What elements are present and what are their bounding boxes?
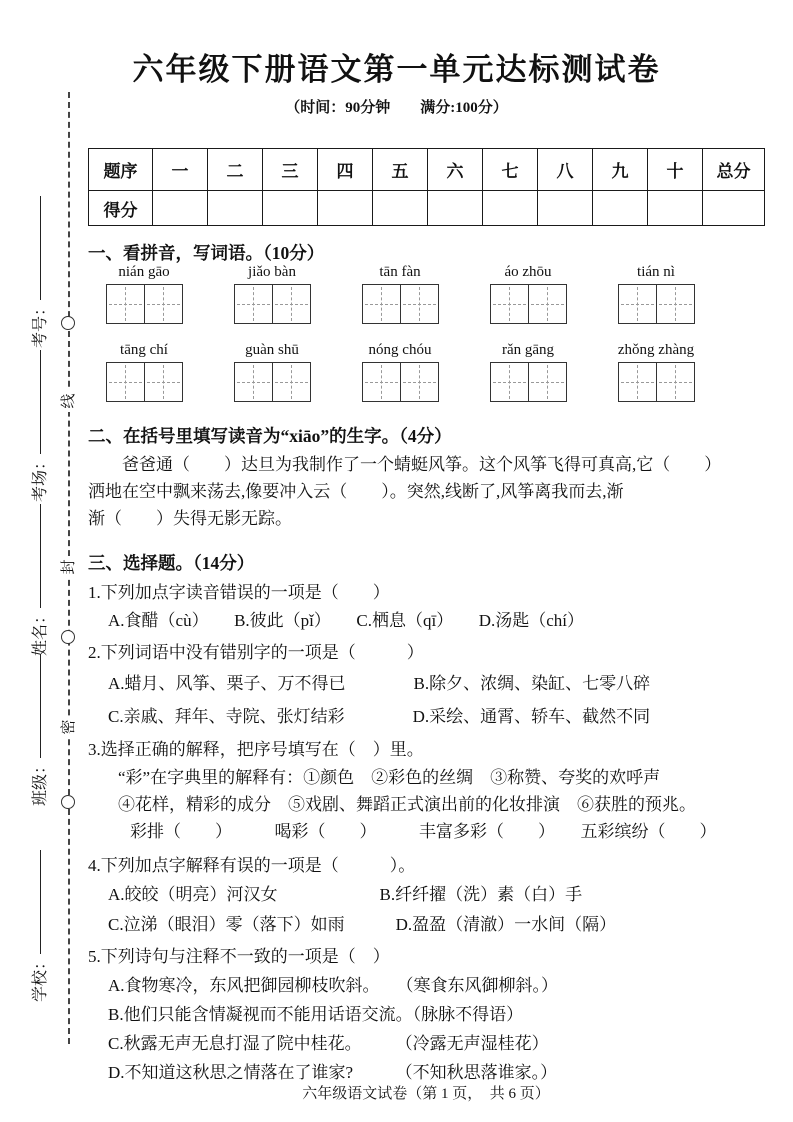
blank-line[interactable] — [40, 654, 41, 758]
score-header-cell: 四 — [318, 149, 373, 191]
writing-box[interactable] — [400, 284, 439, 324]
question-blanks: 彩排（ ） 喝彩（ ） 丰富多彩（ ） 五彩缤纷（ ） — [130, 822, 717, 841]
writing-box[interactable] — [272, 362, 311, 402]
question-1 — [88, 578, 770, 634]
score-input-cell[interactable] — [703, 191, 765, 226]
score-header-cell: 七 — [483, 149, 538, 191]
student-id-field[interactable] — [27, 196, 49, 348]
pinyin-label: áo zhōu — [504, 264, 552, 280]
seal-circle-icon — [61, 316, 75, 330]
pinyin-label: nóng chóu — [368, 342, 432, 358]
score-header-cell: 六 — [428, 149, 483, 191]
writing-box[interactable] — [618, 362, 657, 402]
pinyin-word-group — [232, 262, 312, 324]
pinyin-label: tāng chí — [120, 342, 168, 358]
writing-box[interactable] — [362, 284, 401, 324]
score-header-cell: 二 — [208, 149, 263, 191]
writing-box[interactable] — [144, 284, 183, 324]
question-stem: 2.下列词语中没有错别字的一项是（ ） — [88, 643, 424, 662]
school-field[interactable] — [27, 850, 49, 1002]
question-options: B.他们只能含情凝视而不能用话语交流。（脉脉不得语） — [108, 1005, 524, 1024]
question-5 — [88, 942, 770, 1087]
score-input-cell[interactable] — [373, 191, 428, 226]
writing-box[interactable] — [400, 362, 439, 402]
question-options: C.秋露无声无息打湿了院中桂花。 （冷露无声湿桂花） — [108, 1034, 549, 1053]
section2-heading: 二、在括号里填写读音为“xiāo”的生字。（4分） — [88, 426, 452, 446]
blank-line[interactable] — [40, 196, 41, 300]
score-header-cell: 总分 — [703, 149, 765, 191]
pinyin-word-group — [232, 340, 312, 402]
score-table — [88, 148, 765, 226]
blank-line[interactable] — [40, 350, 41, 454]
pinyin-word-group — [488, 340, 568, 402]
pinyin-label: tián nì — [637, 264, 675, 280]
writing-box[interactable] — [490, 362, 529, 402]
pinyin-row-1 — [104, 262, 696, 324]
question-options: A.蜡月、风筝、栗子、万不得已 B.除夕、浓绸、染缸、七零八碎 — [108, 674, 651, 693]
question-text: ④花样，精彩的成分 ⑤戏剧、舞蹈正式演出前的化妆排演 ⑥获胜的预兆。 — [118, 795, 696, 814]
score-row-label: 得分 — [89, 191, 153, 226]
page-title: 六年级下册语文第一单元达标测试卷 — [132, 52, 661, 87]
pinyin-label: jiǎo bàn — [248, 264, 296, 280]
question-options: C.亲戚、拜年、寺院、张灯结彩 D.采绘、通霄、轿车、截然不同 — [108, 707, 651, 726]
score-header-cell: 题序 — [89, 149, 153, 191]
question-text: “彩”在字典里的解释有：①颜色 ②彩色的丝绸 ③称赞、夸奖的欢呼声 — [118, 768, 661, 787]
score-table-header-row — [89, 149, 765, 191]
writing-box[interactable] — [272, 284, 311, 324]
writing-box[interactable] — [528, 284, 567, 324]
pinyin-word-group — [616, 340, 696, 402]
writing-box[interactable] — [656, 362, 695, 402]
class-label: 班级： — [31, 757, 49, 806]
question-stem: 4.下列加点字解释有误的一项是（ ）。 — [88, 856, 416, 875]
seal-char-xian: 线 — [58, 390, 80, 412]
blank-line[interactable] — [40, 504, 41, 608]
score-input-cell[interactable] — [263, 191, 318, 226]
pinyin-label: tān fàn — [379, 264, 421, 280]
seal-char-feng: 封 — [58, 556, 80, 578]
writing-box[interactable] — [234, 362, 273, 402]
question-stem: 1.下列加点字读音错误的一项是（ ） — [88, 583, 390, 602]
writing-box[interactable] — [656, 284, 695, 324]
writing-box[interactable] — [106, 284, 145, 324]
question-stem: 5.下列诗句与注释不一致的一项是（ ） — [88, 947, 390, 966]
class-field[interactable] — [27, 654, 49, 806]
score-header-cell: 三 — [263, 149, 318, 191]
pinyin-word-group — [104, 340, 184, 402]
question-options: A.食醋（cù） B.彼此（pǐ） C.栖息（qī） D.汤匙（chí） — [108, 611, 584, 630]
exam-room-label: 考场： — [31, 453, 49, 502]
question-stem: 3.选择正确的解释，把序号填写在（ ）里。 — [88, 740, 424, 759]
exam-room-field[interactable] — [27, 350, 49, 502]
body-text — [88, 421, 770, 1087]
question-2 — [88, 638, 770, 733]
score-table-score-row — [89, 191, 765, 226]
name-field[interactable] — [27, 504, 49, 656]
blank-line[interactable] — [40, 850, 41, 954]
pinyin-word-group — [360, 340, 440, 402]
name-label: 姓名： — [31, 607, 49, 656]
question-options: D.不知道这秋思之情落在了谁家? （不知秋思落谁家。） — [108, 1063, 558, 1082]
pinyin-word-group — [360, 262, 440, 324]
score-header-cell: 八 — [538, 149, 593, 191]
score-header-cell: 九 — [593, 149, 648, 191]
section2-line: 渐（ ）失得无影无踪。 — [88, 509, 292, 528]
pinyin-label: rǎn gāng — [501, 342, 555, 358]
section1-heading: 一、看拼音，写词语。（10分） — [88, 243, 325, 263]
score-input-cell[interactable] — [538, 191, 593, 226]
pinyin-label: zhǒng zhàng — [617, 342, 695, 358]
writing-box[interactable] — [144, 362, 183, 402]
seal-circle-icon — [61, 795, 75, 809]
section3-heading: 三、选择题。（14分） — [88, 553, 255, 573]
page-footer: 六年级语文试卷（第 1 页， 共 6 页） — [302, 1086, 550, 1102]
section2-line: 爸爸通（ ）达旦为我制作了一个蜻蜓风筝。这个风筝飞得可真高,它（ ） — [122, 455, 722, 474]
student-id-label: 考号： — [31, 299, 49, 348]
question-4 — [88, 851, 770, 940]
pinyin-row-2 — [104, 340, 696, 402]
score-header-cell: 十 — [648, 149, 703, 191]
writing-box[interactable] — [234, 284, 273, 324]
question-options: C.泣涕（眼泪）零（落下）如雨 D.盈盈（清澈）一水间（隔） — [108, 915, 617, 934]
page-subtitle: （时间：90分钟 满分:100分） — [285, 100, 508, 116]
score-input-cell[interactable] — [648, 191, 703, 226]
writing-box[interactable] — [106, 362, 145, 402]
seal-char-mi: 密 — [58, 716, 80, 738]
writing-box[interactable] — [528, 362, 567, 402]
score-header-cell: 五 — [373, 149, 428, 191]
pinyin-label: nián gāo — [118, 264, 170, 280]
section2-line: 洒地在空中飘来荡去,像要冲入云（ ）。突然,线断了,风筝离我而去,渐 — [88, 482, 624, 501]
question-options: A.皎皎（明亮）河汉女 B.纤纤擢（洗）素（白）手 — [108, 885, 583, 904]
writing-box[interactable] — [362, 362, 401, 402]
score-input-cell[interactable] — [208, 191, 263, 226]
score-input-cell[interactable] — [428, 191, 483, 226]
seal-circle-icon — [61, 630, 75, 644]
school-label: 学校： — [31, 953, 49, 1002]
question-3 — [88, 735, 770, 845]
score-input-cell[interactable] — [483, 191, 538, 226]
question-options: A.食物寒冷，东风把御园柳枝吹斜。 （寒食东风御柳斜。） — [108, 976, 559, 995]
score-input-cell[interactable] — [153, 191, 208, 226]
score-input-cell[interactable] — [593, 191, 648, 226]
score-header-cell: 一 — [153, 149, 208, 191]
pinyin-label: guàn shū — [245, 342, 299, 358]
score-input-cell[interactable] — [318, 191, 373, 226]
pinyin-word-group — [616, 262, 696, 324]
pinyin-word-group — [488, 262, 568, 324]
pinyin-word-group — [104, 262, 184, 324]
writing-box[interactable] — [490, 284, 529, 324]
writing-box[interactable] — [618, 284, 657, 324]
